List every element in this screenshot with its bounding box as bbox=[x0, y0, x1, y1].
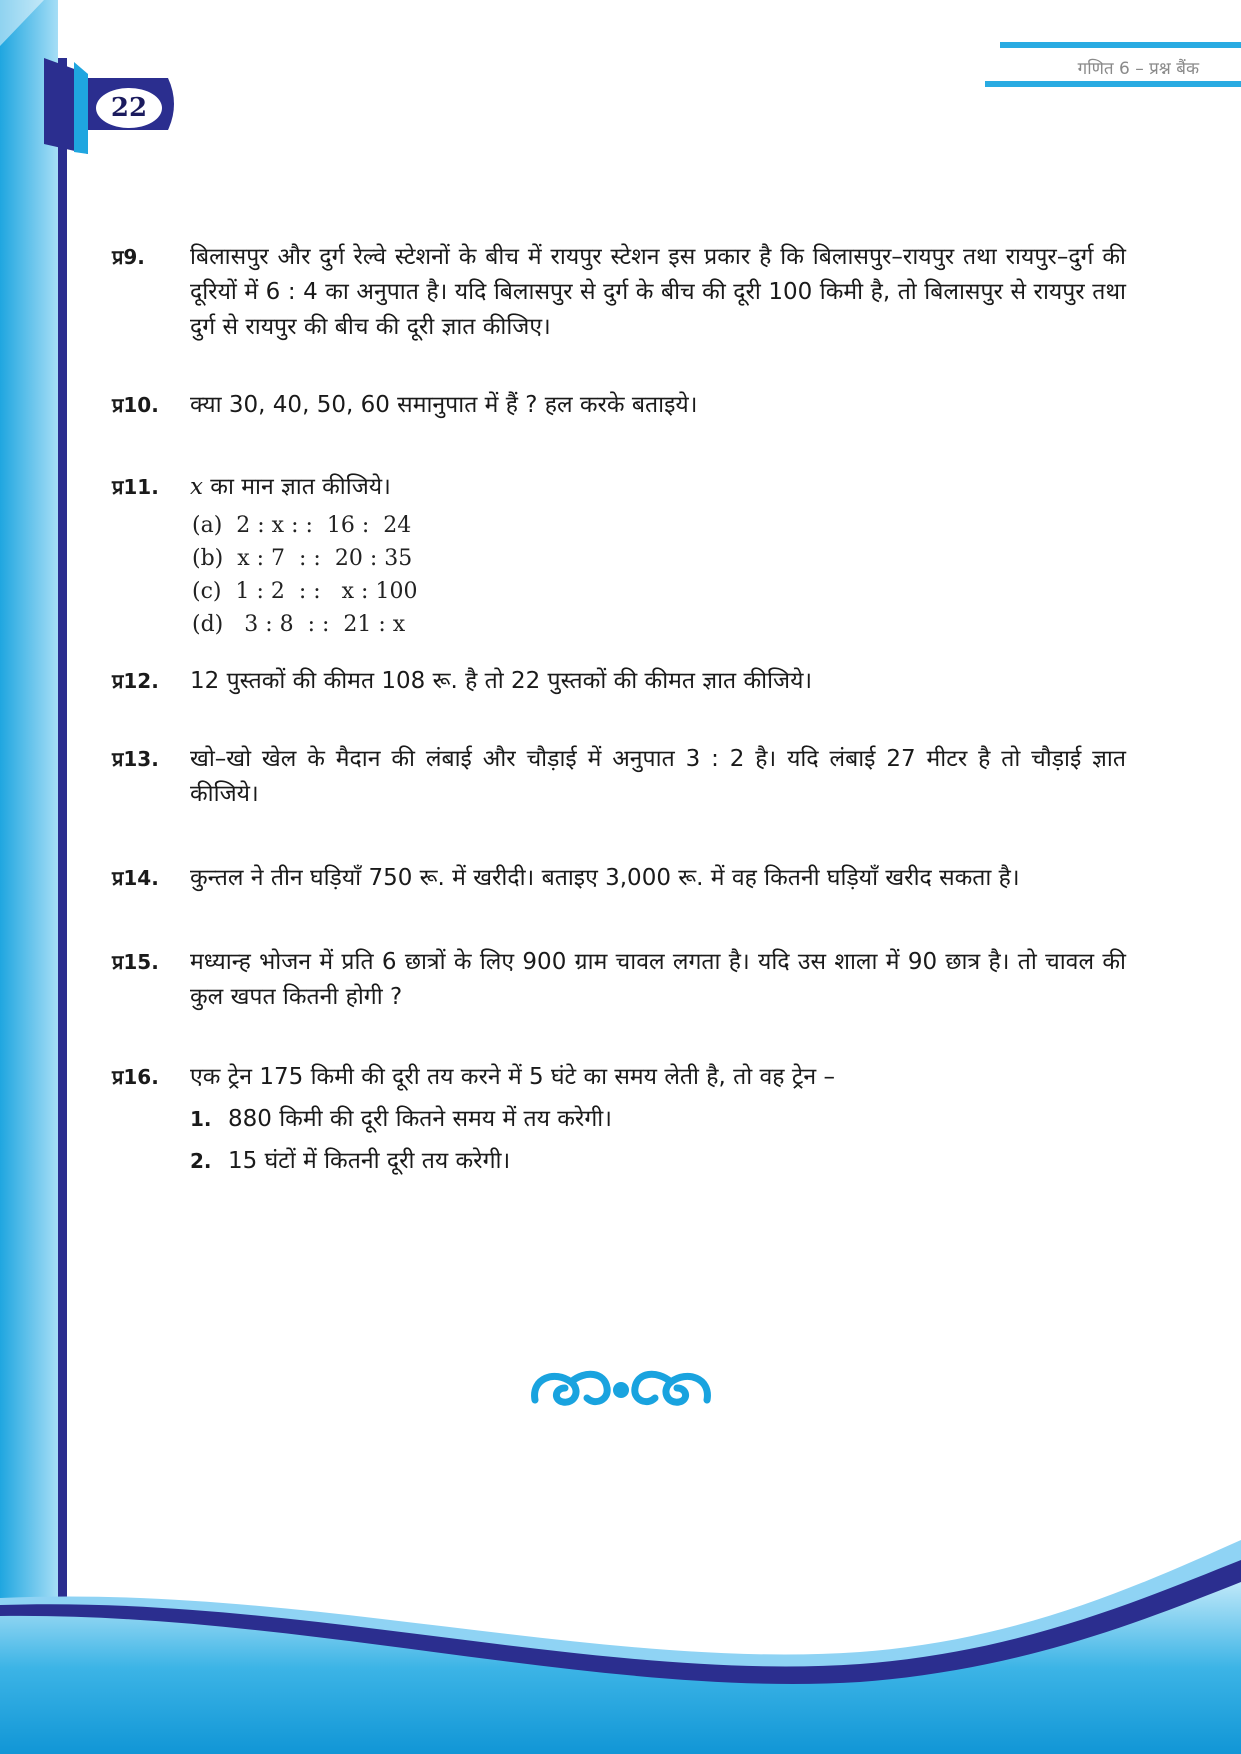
sub-question-text: 880 किमी की दूरी कितने समय में तय करेगी। bbox=[228, 1106, 612, 1132]
question-text bbox=[190, 470, 1126, 505]
question-16 bbox=[112, 1060, 1126, 1179]
page-number: 22 bbox=[96, 88, 162, 128]
question-number: प्र11. bbox=[112, 475, 159, 499]
options-list bbox=[190, 509, 1126, 641]
question-number: प्र14. bbox=[112, 866, 159, 890]
question-text-rest: का मान ज्ञात कीजिये। bbox=[210, 474, 391, 500]
question-9 bbox=[112, 240, 1126, 345]
question-number: प्र16. bbox=[112, 1065, 159, 1089]
option-c: (c) 1 : 2 : : x : 100 bbox=[192, 579, 418, 604]
floral-divider-icon bbox=[525, 1362, 717, 1412]
question-number: प्र13. bbox=[112, 747, 159, 771]
sub-question-1 bbox=[190, 1102, 1126, 1137]
sub-question-number: 1. bbox=[190, 1107, 212, 1131]
question-text: कुन्तल ने तीन घड़ियाँ 750 रू. में खरीदी। बताइए 3,000 रू. में वह कितनी घड़ियाँ खरीद सकता है। bbox=[190, 865, 1020, 891]
question-number: प्र12. bbox=[112, 669, 159, 693]
question-text: बिलासपुर और दुर्ग रेल्वे स्टेशनों के बीच में रायपुर स्टेशन इस प्रकार है कि बिलासपुर–रायपुर तथा रायपुर–दुर्ग की दूरियों में 6 : 4 का अनुपात है। यदि बिलासपुर से दुर्ग के बीच की दूरी 100 किमी है, तो बिलासपुर से रायपुर तथा दुर्ग से रायपुर की बीच की दूरी ज्ञात कीजिए। bbox=[190, 244, 1126, 340]
option-b: (b) x : 7 : : 20 : 35 bbox=[192, 546, 413, 571]
header-title: गणित 6 – प्रश्न बैंक bbox=[1077, 59, 1199, 79]
question-10 bbox=[112, 388, 1126, 423]
question-text: मध्यान्ह भोजन में प्रति 6 छात्रों के लिए 900 ग्राम चावल लगता है। यदि उस शाला में 90 छात्र है। तो चावल की कुल खपत कितनी होगी ? bbox=[190, 949, 1126, 1010]
option-d: (d) 3 : 8 : : 21 : x bbox=[192, 612, 406, 637]
question-list bbox=[112, 240, 1126, 1179]
sub-question-number: 2. bbox=[190, 1149, 212, 1173]
question-14 bbox=[112, 861, 1126, 896]
question-text: एक ट्रेन 175 किमी की दूरी तय करने में 5 घंटे का समय लेती है, तो वह ट्रेन – bbox=[190, 1064, 835, 1090]
variable-x: x bbox=[190, 474, 203, 500]
sub-question-text: 15 घंटों में कितनी दूरी तय करेगी। bbox=[228, 1148, 511, 1174]
question-15 bbox=[112, 945, 1126, 1015]
question-13 bbox=[112, 742, 1126, 812]
question-text: खो–खो खेल के मैदान की लंबाई और चौड़ाई में अनुपात 3 : 2 है। यदि लंबाई 27 मीटर है तो चौड़ाई ज्ञात कीजिये। bbox=[190, 746, 1126, 807]
question-number: प्र9. bbox=[112, 245, 145, 269]
question-number: प्र15. bbox=[112, 950, 159, 974]
question-text: 12 पुस्तकों की कीमत 108 रू. है तो 22 पुस्तकों की कीमत ज्ञात कीजिये। bbox=[190, 668, 813, 694]
option-a: (a) 2 : x : : 16 : 24 bbox=[192, 513, 412, 538]
question-text: क्या 30, 40, 50, 60 समानुपात में हैं ? हल करके बताइये। bbox=[190, 392, 698, 418]
question-number: प्र10. bbox=[112, 393, 159, 417]
question-11 bbox=[112, 470, 1126, 641]
sub-question-2 bbox=[190, 1144, 1126, 1179]
question-12 bbox=[112, 664, 1126, 699]
